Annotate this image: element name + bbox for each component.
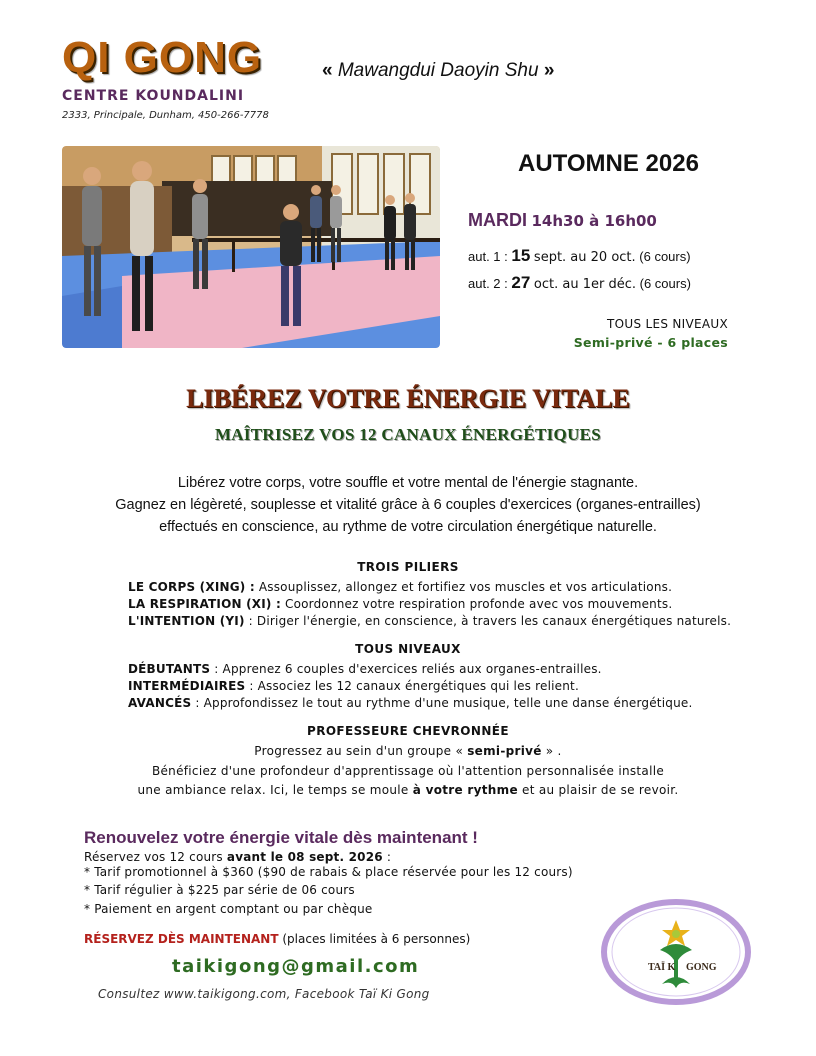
- session-count: (6 cours): [639, 276, 691, 291]
- professeure-text: une ambiance relax. Ici, le temps se moule: [137, 783, 413, 797]
- class-photo: [62, 146, 440, 348]
- contact-email-link[interactable]: taikigong@gmail.com: [172, 956, 420, 977]
- niveau-item: [128, 662, 602, 676]
- pilier-item: [128, 597, 672, 611]
- niveau-term: AVANCÉS: [128, 696, 192, 710]
- niveau-text: : Approfondissez le tout au rythme d'une musique, telle une danse énergétique.: [191, 696, 693, 710]
- price-bullet: * Tarif promotionnel à $360 ($90 de rabais & place réservée pour les 12 cours): [84, 865, 573, 879]
- session-dates: oct. au 1er déc.: [533, 277, 636, 292]
- intro-line: Gagnez en légèreté, souplesse et vitalité grâce à 6 couples d'exercices (organes-entrailles): [115, 497, 701, 513]
- session-dates: sept. au 20 oct.: [533, 250, 636, 265]
- levels-note: TOUS LES NIVEAUX: [606, 317, 728, 331]
- session-label: aut. 1 :: [468, 249, 508, 264]
- pilier-text: Coordonnez votre respiration profonde avec vos mouvements.: [280, 597, 673, 611]
- style-name: [322, 60, 554, 82]
- session-start-day: 15: [511, 246, 531, 265]
- price-bullet: * Paiement en argent comptant ou par chèque: [84, 902, 373, 916]
- session-start-day: 27: [511, 273, 531, 292]
- pilier-term: LE CORPS (XING) :: [128, 580, 255, 594]
- section-title-professeure: PROFESSEURE CHEVRONNÉE: [307, 724, 509, 738]
- logo-text-right: GONG: [686, 962, 717, 973]
- pilier-term: LA RESPIRATION (XI) :: [128, 597, 281, 611]
- season-title: AUTOMNE 2026: [518, 150, 699, 177]
- semi-prive-emphasis: semi-privé: [467, 744, 542, 758]
- intro-line: effectués en conscience, au rythme de votre circulation énergétique naturelle.: [159, 519, 657, 535]
- call-to-action: Renouvelez votre énergie vitale dès maintenant !: [84, 828, 478, 847]
- logo-text-left: TAÏ K: [648, 962, 676, 973]
- session-count: (6 cours): [639, 249, 691, 264]
- professeure-text: et au plaisir de se revoir.: [517, 783, 679, 797]
- professeure-line: [0, 744, 816, 758]
- headline: LIBÉREZ VOTRE ÉNERGIE VITALE: [186, 384, 630, 413]
- semi-prive-note: Semi-privé - 6 places: [573, 335, 728, 350]
- niveau-term: DÉBUTANTS: [128, 662, 211, 676]
- professeure-line: Bénéficiez d'une profondeur d'apprentissage où l'attention personnalisée installe: [151, 764, 665, 778]
- quote-open: «: [322, 60, 333, 81]
- session-autumn-1: [468, 246, 691, 266]
- niveau-item: [128, 696, 692, 710]
- style-name-text: Mawangdui Daoyin Shu: [337, 60, 539, 81]
- class-day: MARDI: [468, 210, 527, 230]
- niveau-text: : Associez les 12 canaux énergétiques qui les relient.: [245, 679, 579, 693]
- section-title-piliers: TROIS PILIERS: [357, 560, 459, 574]
- reserve-text: Réservez vos 12 cours: [84, 850, 227, 864]
- pilier-item: [128, 580, 672, 594]
- intro-paragraph: [0, 472, 816, 538]
- reserve-now-label: RÉSERVEZ DÈS MAINTENANT: [84, 932, 279, 946]
- session-autumn-2: [468, 273, 691, 293]
- reserve-date: avant le 08 sept. 2026: [226, 850, 383, 864]
- niveau-item: [128, 679, 579, 693]
- address: 2333, Principale, Dunham, 450-266-7778: [62, 110, 269, 121]
- centre-name: CENTRE KOUNDALINI: [62, 88, 245, 104]
- pilier-text: Assouplissez, allongez et fortifiez vos muscles et vos articulations.: [254, 580, 673, 594]
- professeure-line: [0, 783, 816, 797]
- pilier-term: L'INTENTION (YI): [128, 614, 245, 628]
- professeure-text: » .: [541, 744, 562, 758]
- tai-ki-gong-logo: [600, 898, 752, 1006]
- consult-website[interactable]: Consultez www.taikigong.com, Facebook Taï Ki Gong: [98, 987, 430, 1001]
- intro-line: Libérez votre corps, votre souffle et votre mental de l'énergie stagnante.: [177, 475, 639, 491]
- pilier-text: : Diriger l'énergie, en conscience, à travers les canaux énergétiques naturels.: [244, 614, 732, 628]
- class-day-time: [468, 210, 657, 231]
- page-title: QI GONG: [62, 33, 263, 82]
- professeure-text: Progressez au sein d'un groupe «: [254, 744, 468, 758]
- reserve-deadline: [84, 850, 391, 864]
- class-hours: 14h30 à 16h00: [531, 212, 657, 230]
- reserve-now: [84, 932, 470, 946]
- pilier-item: [128, 614, 731, 628]
- rythme-emphasis: à votre rythme: [412, 783, 518, 797]
- niveau-term: INTERMÉDIAIRES: [128, 679, 246, 693]
- niveau-text: : Apprenez 6 couples d'exercices reliés aux organes-entrailles.: [210, 662, 602, 676]
- reserve-now-note: (places limitées à 6 personnes): [278, 932, 471, 946]
- quote-close: »: [543, 60, 555, 81]
- subheadline: MAÎTRISEZ VOS 12 CANAUX ÉNERGÉTIQUES: [214, 425, 602, 444]
- section-title-niveaux: TOUS NIVEAUX: [355, 642, 461, 656]
- reserve-text: :: [382, 850, 392, 864]
- price-bullet: * Tarif régulier à $225 par série de 06 cours: [84, 883, 355, 897]
- session-label: aut. 2 :: [468, 276, 508, 291]
